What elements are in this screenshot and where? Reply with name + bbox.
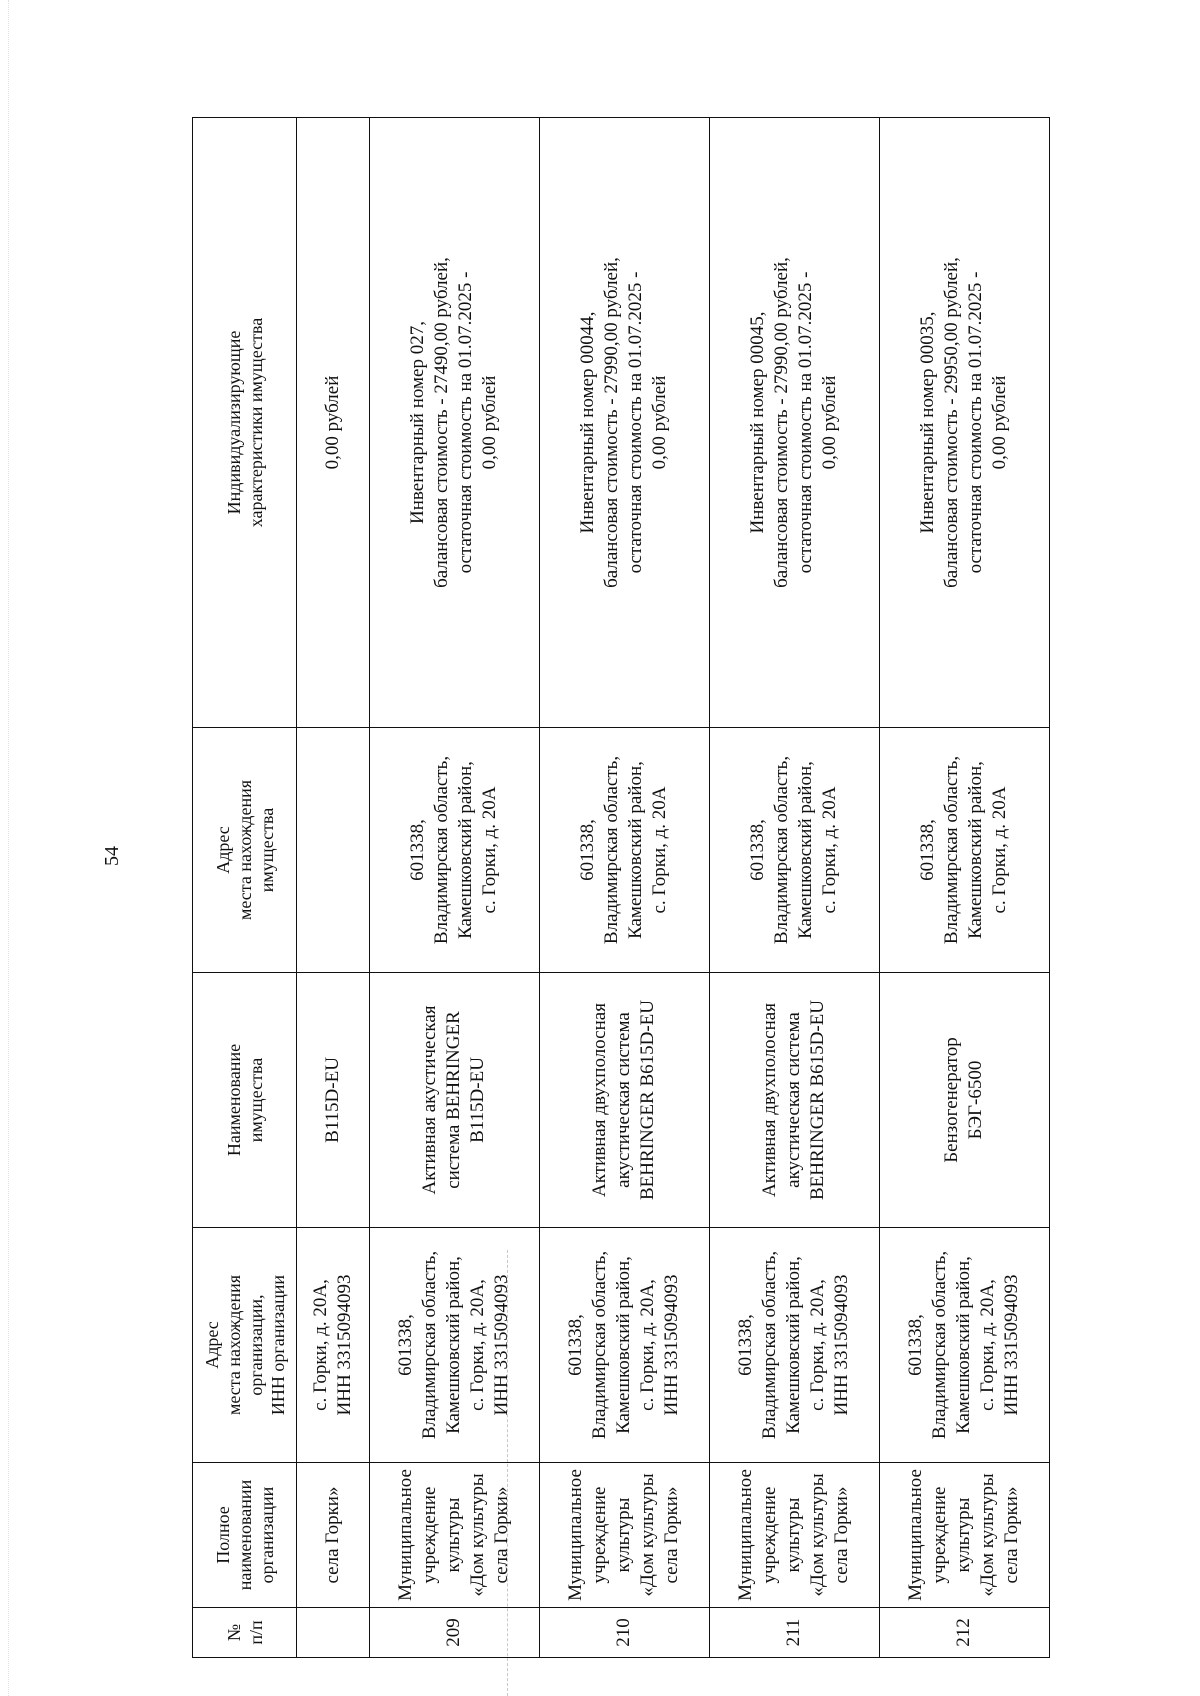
page-number: 54	[101, 846, 123, 866]
cell-org-name: Муниципальное учреждение культуры «Дом культуры села Горки»	[369, 1463, 539, 1608]
header-property-address: Адрес места нахождения имущества	[193, 728, 297, 973]
header-characteristics: Индивидуализирующие характеристики имущества	[193, 118, 297, 728]
cell-property-address: 601338, Владимирская область, Камешковский район, с. Горки, д. 20А	[539, 728, 709, 973]
cell-num: 209	[369, 1608, 539, 1658]
cell-num: 211	[709, 1608, 879, 1658]
cell-property-name: Активная двухполосная акустическая система BEHRINGER B615D-EU	[539, 973, 709, 1228]
cell-property-address	[297, 728, 370, 973]
header-num: № п/п	[193, 1608, 297, 1658]
cell-num: 210	[539, 1608, 709, 1658]
cell-org-address: 601338, Владимирская область, Камешковский район, с. Горки, д. 20А, ИНН 3315094093	[879, 1228, 1049, 1463]
header-org-address: Адрес места нахождения организации, ИНН организации	[193, 1228, 297, 1463]
cell-characteristics: Инвентарный номер 00035, балансовая стоимость - 29950,00 рублей, остаточная стоимость на 01.07.2025 - 0,00 рублей	[879, 118, 1049, 728]
cell-org-name: села Горки»	[297, 1463, 370, 1608]
cell-property-name: Бензогенератор БЭГ-6500	[879, 973, 1049, 1228]
cell-property-address: 601338, Владимирская область, Камешковский район, с. Горки, д. 20А	[369, 728, 539, 973]
cell-org-address: 601338, Владимирская область, Камешковский район, с. Горки, д. 20А, ИНН 3315094093	[709, 1228, 879, 1463]
scan-edge-artifact	[8, 0, 9, 1696]
cell-org-address: 601338, Владимирская область, Камешковский район, с. Горки, д. 20А, ИНН 3315094093	[369, 1228, 539, 1463]
cell-property-name: Активная акустическая система BEHRINGER В115D-EU	[369, 973, 539, 1228]
cell-characteristics: 0,00 рублей	[297, 118, 370, 728]
table-header-row	[193, 118, 297, 1658]
cell-property-address: 601338, Владимирская область, Камешковский район, с. Горки, д. 20А	[709, 728, 879, 973]
cell-characteristics: Инвентарный номер 00045, балансовая стоимость - 27990,00 рублей, остаточная стоимость на 01.07.2025 - 0,00 рублей	[709, 118, 879, 728]
cell-characteristics: Инвентарный номер 027, балансовая стоимость - 27490,00 рублей, остаточная стоимость на 01.07.2025 - 0,00 рублей	[369, 118, 539, 728]
cell-num: 212	[879, 1608, 1049, 1658]
cell-org-address: с. Горки, д. 20А, ИНН 3315094093	[297, 1228, 370, 1463]
property-registry-table	[192, 117, 1050, 1658]
registry-sheet	[192, 118, 1050, 1658]
cell-characteristics: Инвентарный номер 00044, балансовая стоимость - 27990,00 рублей, остаточная стоимость на 01.07.2025 - 0,00 рублей	[539, 118, 709, 728]
table-row-210	[539, 118, 709, 1658]
cell-num	[297, 1608, 370, 1658]
cell-org-address: 601338, Владимирская область, Камешковский район, с. Горки, д. 20А, ИНН 3315094093	[539, 1228, 709, 1463]
cell-property-name: Активная двухполосная акустическая система BEHRINGER B615D-EU	[709, 973, 879, 1228]
table-row-209	[369, 118, 539, 1658]
table-row-212	[879, 118, 1049, 1658]
table-row-211	[709, 118, 879, 1658]
cell-org-name: Муниципальное учреждение культуры «Дом культуры села Горки»	[879, 1463, 1049, 1608]
cell-org-name: Муниципальное учреждение культуры «Дом культуры села Горки»	[539, 1463, 709, 1608]
header-property-name: Наименование имущества	[193, 973, 297, 1228]
cell-property-name: В115D-EU	[297, 973, 370, 1228]
table-row-continuation	[297, 118, 370, 1658]
header-org-name: Полное наименовании организации	[193, 1463, 297, 1608]
cell-property-address: 601338, Владимирская область, Камешковский район, с. Горки, д. 20А	[879, 728, 1049, 973]
cell-org-name: Муниципальное учреждение культуры «Дом культуры села Горки»	[709, 1463, 879, 1608]
